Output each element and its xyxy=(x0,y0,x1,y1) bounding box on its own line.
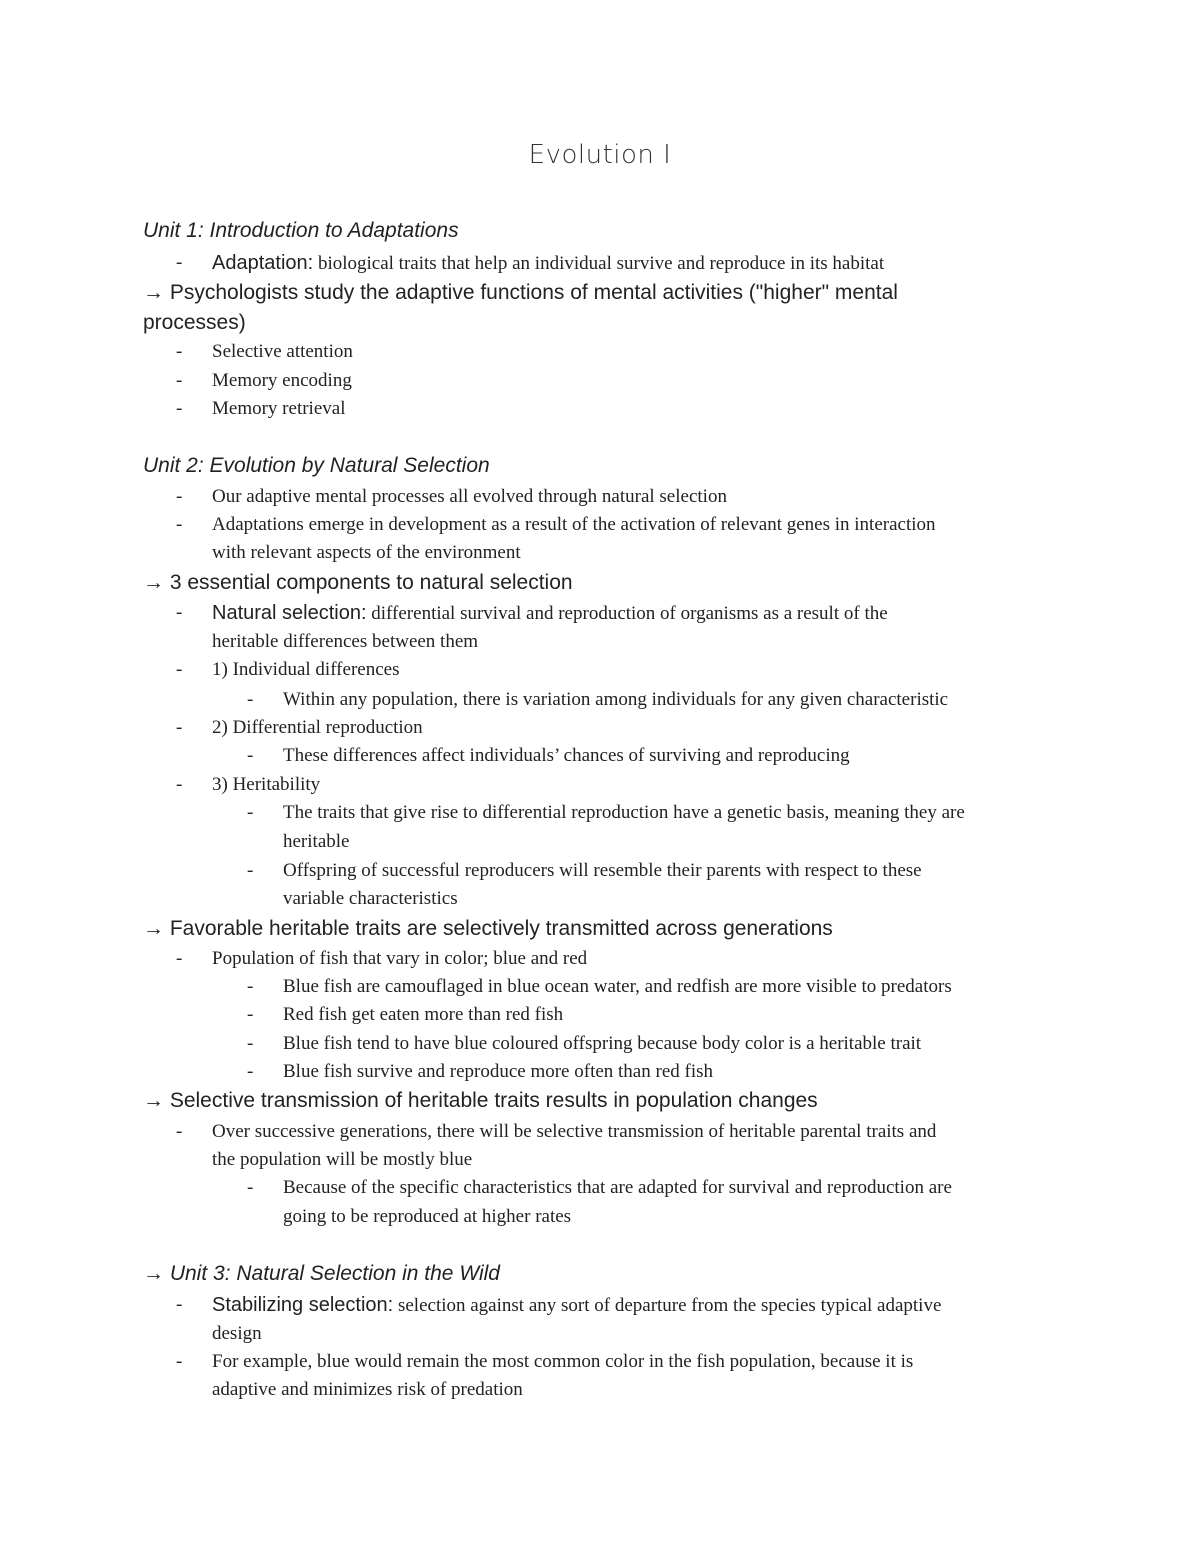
bullet-dash: - xyxy=(176,1294,183,1315)
sub-bullet-dash: - xyxy=(247,860,254,881)
stabilizing-selection-def-text: selection against any sort of departure from the species typical adaptive xyxy=(393,1295,942,1316)
bullet-dash: - xyxy=(176,1351,183,1372)
bullet-dash: - xyxy=(176,1121,183,1142)
bullet-dash: - xyxy=(176,774,183,795)
unit3-heading: → Unit 3: Natural Selection in the Wild xyxy=(143,1262,500,1285)
sub-list-item: These differences affect individuals’ chances of surviving and reproducing xyxy=(283,745,850,766)
sub-list-item: Red fish get eaten more than red fish xyxy=(283,1004,564,1025)
arrow-psychologists-line1: → Psychologists study the adaptive functions of mental activities ("higher" mental xyxy=(143,281,898,304)
list-item: Our adaptive mental processes all evolved through natural selection xyxy=(212,486,727,507)
bullet-dash: - xyxy=(176,514,183,535)
list-item-continued: design xyxy=(212,1323,262,1344)
sub-list-item: Blue fish survive and reproduce more often than red fish xyxy=(283,1061,714,1082)
natural-selection-term: Natural selection: xyxy=(212,602,367,624)
document-title: Evolution I xyxy=(528,140,672,170)
bullet-dash: - xyxy=(176,252,183,273)
bullet-dash: - xyxy=(176,341,183,362)
sub-list-item: Blue fish tend to have blue coloured offspring because body color is a heritable trait xyxy=(283,1033,922,1054)
arrow-psychologists-line2: processes) xyxy=(143,311,246,334)
list-item: Adaptations emerge in development as a result of the activation of relevant genes in interaction xyxy=(212,514,936,535)
list-item: Population of fish that vary in color; blue and red xyxy=(212,948,588,969)
natural-selection-definition xyxy=(212,599,888,628)
sub-bullet-dash: - xyxy=(247,689,254,710)
list-item: Over successive generations, there will be selective transmission of heritable parental traits and xyxy=(212,1121,937,1142)
list-item: For example, blue would remain the most common color in the fish population, because it is xyxy=(212,1351,914,1372)
list-item-continued: with relevant aspects of the environment xyxy=(212,542,521,563)
bullet-dash: - xyxy=(176,602,183,623)
sub-list-item: Blue fish are camouflaged in blue ocean water, and redfish are more visible to predators xyxy=(283,976,952,997)
bullet-dash: - xyxy=(176,659,183,680)
sub-bullet-dash: - xyxy=(247,1061,254,1082)
sub-list-item: Offspring of successful reproducers will resemble their parents with respect to these xyxy=(283,860,922,881)
adaptation-term: Adaptation: xyxy=(212,252,314,274)
bullet-dash: - xyxy=(176,717,183,738)
list-item: 3) Heritability xyxy=(212,774,321,795)
stabilizing-selection-term: Stabilizing selection: xyxy=(212,1294,394,1316)
sub-bullet-dash: - xyxy=(247,745,254,766)
sub-bullet-dash: - xyxy=(247,802,254,823)
arrow-components: → 3 essential components to natural selection xyxy=(143,571,573,594)
sub-list-item: The traits that give rise to differential reproduction have a genetic basis, meaning they are xyxy=(283,802,965,823)
sub-list-item-continued: heritable xyxy=(283,831,350,852)
list-item: 2) Differential reproduction xyxy=(212,717,423,738)
unit1-heading: Unit 1: Introduction to Adaptations xyxy=(143,219,459,242)
arrow-population-changes: → Selective transmission of heritable traits results in population changes xyxy=(143,1089,818,1112)
list-item: 1) Individual differences xyxy=(212,659,400,680)
sub-list-item-continued: going to be reproduced at higher rates xyxy=(283,1206,572,1227)
bullet-dash: - xyxy=(176,398,183,419)
sub-bullet-dash: - xyxy=(247,1004,254,1025)
sub-bullet-dash: - xyxy=(247,1177,254,1198)
adaptation-definition xyxy=(212,249,884,278)
natural-selection-def-text: differential survival and reproduction of organisms as a result of the xyxy=(366,603,888,624)
bullet-dash: - xyxy=(176,370,183,391)
stabilizing-selection-definition xyxy=(212,1291,941,1320)
bullet-dash: - xyxy=(176,948,183,969)
sub-list-item-continued: variable characteristics xyxy=(283,888,458,909)
sub-list-item: Within any population, there is variation among individuals for any given characteristic xyxy=(283,689,949,710)
sub-list-item: Because of the specific characteristics that are adapted for survival and reproduction are xyxy=(283,1177,952,1198)
sub-bullet-dash: - xyxy=(247,976,254,997)
sub-bullet-dash: - xyxy=(247,1033,254,1054)
list-item: Selective attention xyxy=(212,341,353,362)
arrow-favorable-traits: → Favorable heritable traits are selectively transmitted across generations xyxy=(143,917,833,940)
list-item: Memory retrieval xyxy=(212,398,346,419)
adaptation-def-text: biological traits that help an individual survive and reproduce in its habitat xyxy=(313,253,885,274)
unit2-heading: Unit 2: Evolution by Natural Selection xyxy=(143,454,490,477)
list-item-continued: adaptive and minimizes risk of predation xyxy=(212,1379,523,1400)
list-item: Memory encoding xyxy=(212,370,352,391)
bullet-dash: - xyxy=(176,486,183,507)
list-item-continued: the population will be mostly blue xyxy=(212,1149,473,1170)
list-item-continued: heritable differences between them xyxy=(212,631,479,652)
